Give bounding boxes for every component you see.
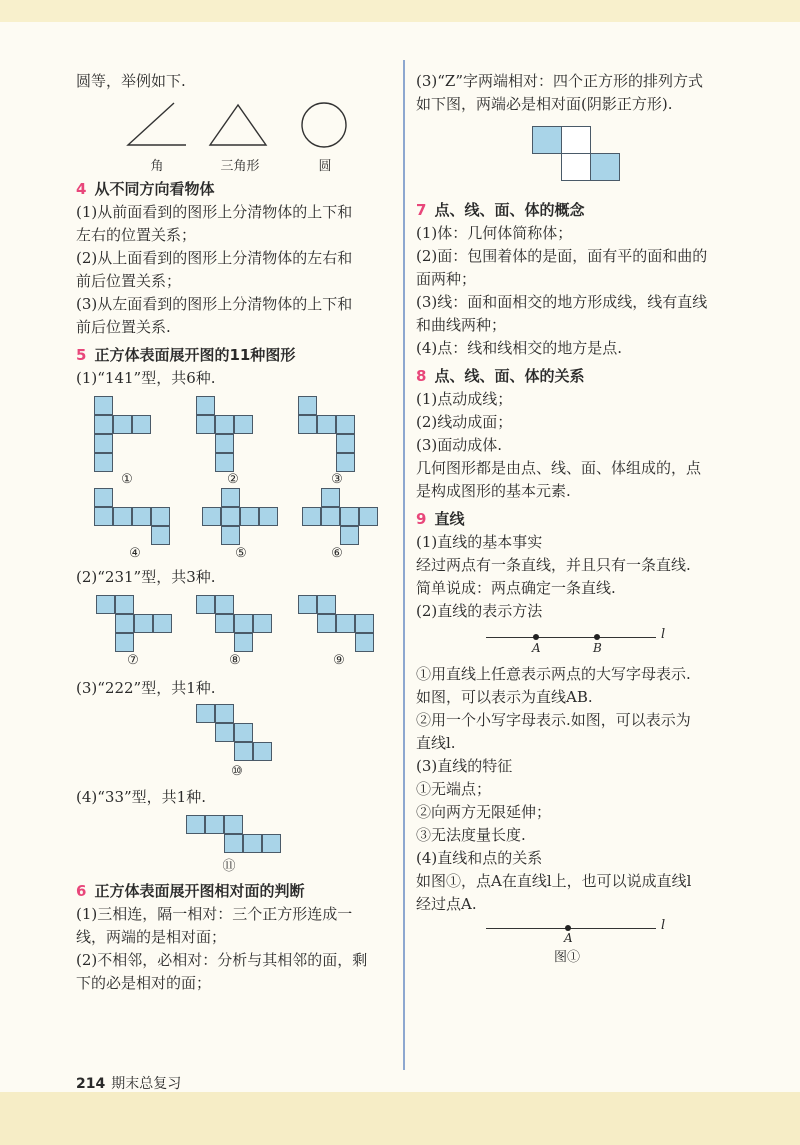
z-line: 如下图，两端必是相对面(阴影正方形). bbox=[416, 95, 673, 113]
net-square bbox=[115, 633, 134, 652]
s9-line: (2)直线的表示方法 bbox=[416, 602, 543, 620]
s9b-line: 直线l. bbox=[416, 734, 456, 752]
net-square bbox=[215, 704, 234, 723]
triangle-caption: 三角形 bbox=[220, 159, 260, 174]
column-divider bbox=[403, 60, 405, 1070]
circle-shape bbox=[302, 103, 346, 147]
net-square bbox=[317, 595, 336, 614]
fig1-line bbox=[486, 928, 656, 929]
s9-line: 简单说成：两点确定一条直线. bbox=[416, 579, 616, 597]
caption-10: ⑩ bbox=[231, 764, 243, 779]
net-square bbox=[115, 595, 134, 614]
type-33-text: (4)“33”型，共1种. bbox=[76, 788, 206, 806]
net-square bbox=[132, 415, 151, 434]
basic-shapes-figure bbox=[76, 93, 394, 173]
section-6-title: 正方体表面展开图相对面的判断 bbox=[94, 882, 305, 900]
fig1-label-l: l bbox=[661, 918, 666, 933]
net-square bbox=[355, 633, 374, 652]
section-8-heading bbox=[416, 364, 738, 388]
point-a-dot bbox=[533, 634, 539, 640]
caption-4: ④ bbox=[129, 546, 141, 561]
net-square bbox=[215, 434, 234, 453]
s9b-line: 经过点A. bbox=[416, 895, 477, 913]
z-square bbox=[532, 126, 562, 154]
s4-line: 前后位置关系； bbox=[76, 272, 182, 290]
s7-line: 和曲线两种； bbox=[416, 316, 507, 334]
net-square bbox=[202, 507, 221, 526]
s8-line: (2)线动成面； bbox=[416, 413, 513, 431]
net-square bbox=[151, 526, 170, 545]
net-square bbox=[186, 815, 205, 834]
s6-line: 线，两端的是相对面； bbox=[76, 928, 227, 946]
s7-line: 面两种； bbox=[416, 270, 477, 288]
caption-2: ② bbox=[227, 472, 239, 487]
net-square bbox=[196, 415, 215, 434]
net-square bbox=[253, 742, 272, 761]
s7-line: (4)点：线和线相交的地方是点. bbox=[416, 339, 623, 357]
net-square bbox=[234, 614, 253, 633]
s7-line: (3)线：面和面相交的地方形成线，线有直线 bbox=[416, 293, 708, 311]
net-square bbox=[359, 507, 378, 526]
net-square bbox=[243, 834, 262, 853]
net-square bbox=[94, 453, 113, 472]
net-square bbox=[336, 415, 355, 434]
section-8-title: 点、线、面、体的关系 bbox=[434, 367, 585, 385]
caption-7: ⑦ bbox=[127, 653, 139, 668]
left-column bbox=[76, 70, 394, 995]
net-square bbox=[113, 415, 132, 434]
section-4-number: 4 bbox=[76, 180, 87, 198]
section-7-title: 点、线、面、体的概念 bbox=[434, 201, 585, 219]
label-b: B bbox=[593, 641, 602, 655]
z-square bbox=[561, 126, 591, 154]
page-number: 214 bbox=[76, 1076, 106, 1092]
caption-11: ⑪ bbox=[222, 859, 236, 874]
z-line: (3)“Z”字两端相对：四个正方形的排列方式 bbox=[416, 72, 704, 90]
triangle-shape bbox=[210, 105, 266, 145]
net-square bbox=[298, 396, 317, 415]
z-shape-figure bbox=[416, 116, 738, 194]
net-square bbox=[215, 453, 234, 472]
s4-line: (3)从左面看到的图形上分清物体的上下和 bbox=[76, 295, 353, 313]
section-5-title: 正方体表面展开图的11种图形 bbox=[94, 346, 296, 364]
s4-line: 前后位置关系. bbox=[76, 318, 171, 336]
net-square bbox=[94, 396, 113, 415]
net-222-figure bbox=[76, 700, 394, 786]
net-square bbox=[153, 614, 172, 633]
section-8-number: 8 bbox=[416, 367, 427, 385]
z-square bbox=[561, 153, 591, 181]
point-b-dot bbox=[594, 634, 600, 640]
net-square bbox=[132, 507, 151, 526]
basic-shapes-svg bbox=[76, 97, 394, 157]
section-7-heading bbox=[416, 198, 738, 222]
s4-line: 左右的位置关系； bbox=[76, 226, 197, 244]
section-4-title: 从不同方向看物体 bbox=[94, 180, 215, 198]
s6-line: 下的必是相对的面； bbox=[76, 974, 212, 992]
net-square bbox=[302, 507, 321, 526]
net-square bbox=[262, 834, 281, 853]
s8-line: (3)面动成体. bbox=[416, 436, 503, 454]
net-square bbox=[215, 723, 234, 742]
net-square bbox=[340, 507, 359, 526]
net-square bbox=[96, 595, 115, 614]
intro-text: 圆等，举例如下. bbox=[76, 72, 186, 90]
s9b-line: 如图①，点A在直线l上，也可以说成直线l bbox=[416, 872, 692, 890]
right-column bbox=[416, 70, 738, 970]
net-square bbox=[355, 614, 374, 633]
caption-9: ⑨ bbox=[333, 653, 345, 668]
section-5-heading bbox=[76, 343, 394, 367]
label-l: l bbox=[661, 627, 666, 642]
top-band bbox=[0, 0, 800, 22]
net-square bbox=[234, 415, 253, 434]
footer-label: 期末总复习 bbox=[111, 1076, 182, 1092]
s9b-line: ②向两方无限延伸； bbox=[416, 803, 552, 821]
section-9-title: 直线 bbox=[434, 510, 465, 528]
type-222-text: (3)“222”型，共1种. bbox=[76, 679, 216, 697]
net-square bbox=[221, 507, 240, 526]
s9b-line: (4)直线和点的关系 bbox=[416, 849, 543, 867]
s9b-line: ①用直线上任意表示两点的大写字母表示. bbox=[416, 665, 691, 683]
net-square bbox=[196, 704, 215, 723]
section-9-number: 9 bbox=[416, 510, 427, 528]
net-square bbox=[234, 633, 253, 652]
net-square bbox=[94, 488, 113, 507]
angle-shape bbox=[128, 103, 186, 145]
net-square bbox=[215, 415, 234, 434]
s9b-line: 如图，可以表示为直线AB. bbox=[416, 688, 593, 706]
net-square bbox=[317, 614, 336, 633]
bottom-band bbox=[0, 1092, 800, 1145]
net-square bbox=[134, 614, 153, 633]
label-a: A bbox=[532, 641, 541, 655]
s9-line: 经过两点有一条直线，并且只有一条直线. bbox=[416, 556, 691, 574]
net-square bbox=[221, 488, 240, 507]
net-square bbox=[336, 434, 355, 453]
section-6-number: 6 bbox=[76, 882, 87, 900]
s9b-line: (3)直线的特征 bbox=[416, 757, 513, 775]
line-l bbox=[486, 637, 656, 638]
net-square bbox=[205, 815, 224, 834]
net-square bbox=[298, 415, 317, 434]
nets-141-figure bbox=[76, 390, 394, 566]
net-square bbox=[298, 595, 317, 614]
s6-line: (1)三相连，隔一相对：三个正方形连成一 bbox=[76, 905, 353, 923]
net-square bbox=[234, 723, 253, 742]
net-square bbox=[224, 834, 243, 853]
page-footer bbox=[76, 1073, 181, 1093]
net-square bbox=[196, 396, 215, 415]
s9b-line: ①无端点； bbox=[416, 780, 492, 798]
net-square bbox=[215, 614, 234, 633]
net-square bbox=[151, 507, 170, 526]
angle-caption: 角 bbox=[150, 159, 164, 174]
net-square bbox=[336, 453, 355, 472]
net-square bbox=[240, 507, 259, 526]
caption-8: ⑧ bbox=[229, 653, 241, 668]
net-square bbox=[113, 507, 132, 526]
net-square bbox=[115, 614, 134, 633]
z-square bbox=[590, 153, 620, 181]
s8-line: 是构成图形的基本元素. bbox=[416, 482, 571, 500]
net-square bbox=[221, 526, 240, 545]
s4-line: (1)从前面看到的图形上分清物体的上下和 bbox=[76, 203, 353, 221]
section-7-number: 7 bbox=[416, 201, 427, 219]
line-ab-figure bbox=[416, 623, 738, 663]
s8-line: (1)点动成线； bbox=[416, 390, 513, 408]
caption-3: ③ bbox=[331, 472, 343, 487]
caption-6: ⑥ bbox=[331, 546, 343, 561]
net-square bbox=[321, 488, 340, 507]
s7-line: (1)体：几何体简称体； bbox=[416, 224, 573, 242]
type-141-text: (1)“141”型，共6种. bbox=[76, 369, 216, 387]
net-square bbox=[94, 434, 113, 453]
type-231-text: (2)“231”型，共3种. bbox=[76, 568, 216, 586]
section-5-number: 5 bbox=[76, 346, 87, 364]
net-square bbox=[321, 507, 340, 526]
net-square bbox=[94, 415, 113, 434]
net-square bbox=[336, 614, 355, 633]
caption-5: ⑤ bbox=[235, 546, 247, 561]
fig1-label-a: A bbox=[564, 931, 573, 945]
net-square bbox=[234, 742, 253, 761]
s7-line: (2)面：包围着体的是面，面有平的面和曲的 bbox=[416, 247, 708, 265]
net-square bbox=[224, 815, 243, 834]
section-6-heading bbox=[76, 879, 394, 903]
s4-line: (2)从上面看到的图形上分清物体的左右和 bbox=[76, 249, 353, 267]
net-square bbox=[253, 614, 272, 633]
net-square bbox=[94, 507, 113, 526]
fig1-caption: 图① bbox=[554, 950, 581, 965]
circle-caption: 圆 bbox=[318, 159, 332, 174]
section-9-heading bbox=[416, 507, 738, 531]
section-4-heading bbox=[76, 177, 394, 201]
figure-1 bbox=[416, 916, 738, 970]
s9b-line: ②用一个小写字母表示.如图，可以表示为 bbox=[416, 711, 691, 729]
s6-line: (2)不相邻，必相对：分析与其相邻的面，剩 bbox=[76, 951, 368, 969]
s9-line: (1)直线的基本事实 bbox=[416, 533, 543, 551]
s9b-line: ③无法度量长度. bbox=[416, 826, 526, 844]
net-square bbox=[340, 526, 359, 545]
net-square bbox=[215, 595, 234, 614]
net-square bbox=[259, 507, 278, 526]
nets-231-figure bbox=[76, 589, 394, 677]
s8-line: 几何图形都是由点、线、面、体组成的，点 bbox=[416, 459, 702, 477]
net-square bbox=[317, 415, 336, 434]
caption-1: ① bbox=[121, 472, 133, 487]
net-33-figure bbox=[76, 809, 394, 875]
net-square bbox=[196, 595, 215, 614]
